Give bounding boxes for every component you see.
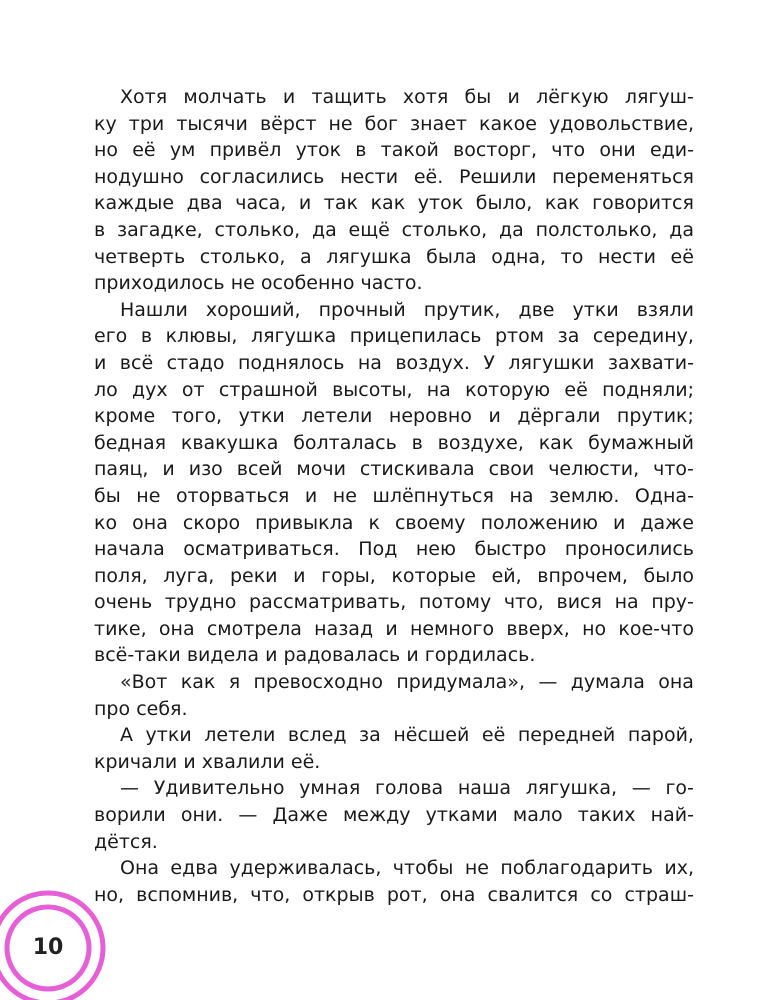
text-line: очень трудно рассматривать, потому что, вися на пру- [94, 591, 694, 614]
text-line: каждые два часа, и так как уток было, как говорится [94, 192, 694, 215]
text-line: кричали и хвалили её. [94, 750, 321, 773]
text-line: Она едва удерживалась, чтобы не поблагодарить их, [120, 857, 694, 880]
page-number: 10 [32, 935, 64, 960]
paragraph [94, 297, 694, 669]
text-line: начала осматриваться. Под нею быстро проносились [94, 538, 694, 561]
text-line: его в клювы, лягушка прицепилась ртом за середину, [94, 325, 694, 348]
paragraph [94, 84, 694, 297]
paragraph [94, 855, 694, 908]
text-line: тике, она смотрела назад и немного вверх, но кое-что [94, 617, 694, 640]
text-line: всё-таки видела и радовалась и гордилась. [94, 644, 536, 667]
text-line: бедная квакушка болталась в воздухе, как бумажный [94, 431, 694, 454]
text-line: ло дух от страшной высоты, на которую её подняли; [94, 378, 694, 401]
text-line: приходилось не особенно часто. [94, 272, 423, 295]
text-line: А утки летели вслед за нёсшей её передней парой, [120, 724, 694, 747]
text-line: ко она скоро привыкла к своему положению и даже [94, 511, 694, 534]
text-line: четверть столько, а лягушка была одна, то нести её [94, 245, 694, 268]
text-line: ворили они. — Даже между утками мало таких най- [94, 804, 694, 827]
text-line: Хотя молчать и тащить хотя бы и лёгкую лягуш- [120, 86, 694, 108]
text-line: дётся. [94, 830, 158, 853]
text-line: ку три тысячи вёрст не бог знает какое удовольствие, [94, 112, 694, 135]
text-line: бы не оторваться и не шлёпнуться на землю. Однa- [94, 484, 694, 507]
text-line: нодушно согласились нести её. Решили переменяться [94, 165, 694, 188]
text-line: — Удивительно умная голова наша лягушка, — го- [120, 777, 694, 800]
text-line: паяц, и изо всей мочи стискивала свои челюсти, что- [94, 458, 694, 481]
text-line: кроме того, утки летели неровно и дёргали прутик; [94, 405, 694, 428]
text-line: и всё стадо поднялось на воздух. У лягушки захвати- [94, 351, 694, 374]
paragraph [94, 775, 694, 855]
text-line: но её ум привёл уток в такой восторг, что они еди- [94, 139, 694, 162]
text-line: но, вспомнив, что, открыв рот, она свалится со страш- [94, 883, 694, 906]
text-line: поля, луга, реки и горы, которые ей, впрочем, было [94, 564, 694, 587]
text-line: «Вот как я превосходно придумала», — думала она [120, 671, 694, 694]
text-line: про себя. [94, 697, 188, 720]
body-text [94, 84, 694, 908]
text-line: Нашли хороший, прочный прутик, две утки взяли [120, 298, 694, 321]
paragraph [94, 722, 694, 775]
text-line: в загадке, столько, да ещё столько, да полстолько, да [94, 218, 694, 241]
paragraph [94, 669, 694, 722]
